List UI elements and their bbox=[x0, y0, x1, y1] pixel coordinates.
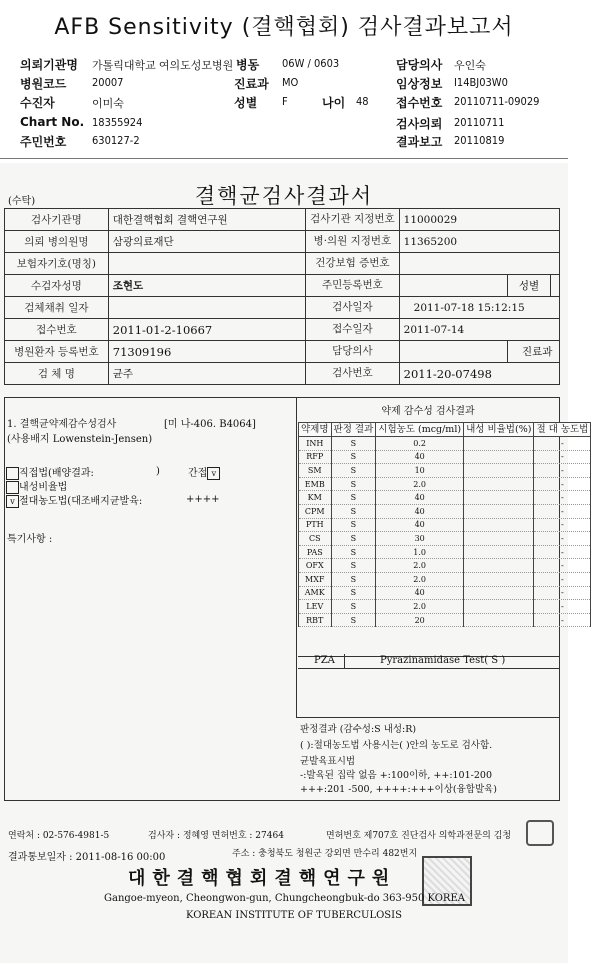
header-divider bbox=[0, 158, 568, 159]
field-value: 20110711 bbox=[454, 116, 505, 129]
cell-value: 71309196 bbox=[108, 341, 305, 363]
direct-label: 직접법(배양결과: bbox=[19, 468, 94, 479]
field-value: 우인숙 bbox=[454, 59, 486, 72]
drug-cell-drug: INH bbox=[299, 437, 332, 451]
method-code: [미 나-406. B4064] bbox=[164, 419, 256, 430]
field-value: 가톨릭대학교 여의도성모병원 bbox=[92, 59, 234, 72]
drug-cell-drug: AMK bbox=[299, 586, 332, 600]
drug-cell-ratio bbox=[464, 437, 534, 451]
drug-cell-drug: PAS bbox=[299, 545, 332, 559]
special-notes-label: 특기사항 : bbox=[7, 534, 53, 545]
footer-tel: 연락처 : 02-576-4981-5 bbox=[8, 831, 110, 841]
drug-cell-result: S bbox=[331, 572, 376, 586]
drug-cell-abs: - bbox=[534, 545, 591, 559]
drug-cell-conc: 40 bbox=[376, 518, 464, 532]
field-label: 병원코드 bbox=[20, 77, 67, 91]
direct-close-paren: ) bbox=[156, 466, 160, 477]
field-label: 결과보고 bbox=[396, 135, 443, 149]
indirect-row bbox=[188, 464, 220, 480]
footer-license: 면허번호 제707호 진단검사 의학과전문의 김청 bbox=[326, 831, 512, 841]
drug-cell-ratio bbox=[464, 504, 534, 518]
column-divider bbox=[296, 397, 297, 717]
drug-row bbox=[299, 491, 591, 505]
patient-info-table bbox=[4, 208, 560, 385]
pza-value: Pyrazinamidase Test( S ) bbox=[380, 655, 506, 666]
cell-label: 수검자성명 bbox=[5, 275, 109, 297]
field-value: 20110711-09029 bbox=[454, 95, 540, 108]
drug-row bbox=[299, 450, 591, 464]
drug-cell-result: S bbox=[331, 477, 376, 491]
field-label: 의뢰기관명 bbox=[20, 58, 78, 72]
field-value: I14BJ03W0 bbox=[454, 76, 508, 89]
legend-line: 판정결과 (감수성:S 내성:R) bbox=[300, 724, 417, 735]
drug-header: 판정 결과 bbox=[331, 423, 376, 437]
footer-notify: 결과통보일자 : 2011-08-16 00:00 bbox=[8, 852, 166, 863]
drug-cell-abs: - bbox=[534, 586, 591, 600]
drug-cell-result: S bbox=[331, 518, 376, 532]
drug-cell-ratio bbox=[464, 545, 534, 559]
drug-cell-conc: 10 bbox=[376, 464, 464, 478]
cell-label: 검 체 명 bbox=[5, 363, 109, 385]
cell-value: 삼광의료재단 bbox=[108, 231, 305, 253]
drug-cell-abs: - bbox=[534, 437, 591, 451]
age-label: 나이 bbox=[322, 96, 346, 110]
cell-label: 의뢰 병의원명 bbox=[5, 231, 109, 253]
drug-cell-result: S bbox=[331, 613, 376, 627]
drug-cell-result: S bbox=[331, 491, 376, 505]
indirect-label: 간접 bbox=[188, 468, 208, 479]
drug-table bbox=[298, 422, 591, 627]
growth-value: ++++ bbox=[186, 494, 220, 505]
field-label: Chart No. bbox=[20, 115, 85, 129]
drug-cell-result: S bbox=[331, 504, 376, 518]
drug-cell-ratio bbox=[464, 613, 534, 627]
cell-value bbox=[108, 297, 305, 319]
drug-cell-abs: - bbox=[534, 518, 591, 532]
footer-address-kr: 주소 : 충청북도 청원군 강외면 만수리 482번지 bbox=[232, 849, 418, 859]
small-seal-icon bbox=[526, 820, 554, 846]
cell-label: 검사일자 bbox=[306, 297, 399, 319]
drug-cell-conc: 40 bbox=[376, 504, 464, 518]
drug-cell-drug: EMB bbox=[299, 477, 332, 491]
cell-value: 조현도 bbox=[108, 275, 305, 297]
drug-cell-conc: 40 bbox=[376, 491, 464, 505]
drug-cell-conc: 0.2 bbox=[376, 437, 464, 451]
drug-row bbox=[299, 600, 591, 614]
drug-header: 절 대 농도법 bbox=[534, 423, 591, 437]
drug-cell-ratio bbox=[464, 572, 534, 586]
indirect-checkbox[interactable]: v bbox=[207, 467, 220, 480]
drug-cell-drug: RBT bbox=[299, 613, 332, 627]
drug-cell-conc: 2.0 bbox=[376, 572, 464, 586]
absolute-label: 절대농도법(대조배지균발육: bbox=[19, 496, 143, 507]
cell-value: 2011-01-2-10667 bbox=[108, 319, 305, 341]
drug-row bbox=[299, 613, 591, 627]
legend-line: -:발육된 집락 없음 +:100이하, ++:101-200 bbox=[300, 770, 492, 781]
cell-value: 2011-07-14 bbox=[399, 319, 559, 341]
report-title: AFB Sensitivity (결핵협회) 검사결과보고서 bbox=[54, 15, 514, 40]
pza-cell-divider bbox=[344, 654, 345, 668]
field-label: 주민번호 bbox=[20, 135, 67, 149]
cell-value: 11365200 bbox=[399, 231, 559, 253]
drug-cell-conc: 40 bbox=[376, 450, 464, 464]
drug-table-body bbox=[299, 437, 591, 627]
cell-label: 주민등록번호 bbox=[306, 275, 399, 297]
field-label: 수진자 bbox=[20, 96, 55, 110]
cell-label: 접수일자 bbox=[306, 319, 399, 341]
method-heading: 1. 결핵균약제감수성검사 bbox=[7, 419, 117, 430]
cell-value bbox=[399, 341, 507, 363]
method-medium: (사용배지 Lowenstein-Jensen) bbox=[7, 434, 153, 445]
drug-row bbox=[299, 518, 591, 532]
footer-org-en: KOREAN INSTITUTE OF TUBERCULOSIS bbox=[186, 910, 402, 921]
cell-value: 2011-20-07498 bbox=[399, 363, 559, 385]
drug-cell-abs: - bbox=[534, 491, 591, 505]
drug-cell-result: S bbox=[331, 586, 376, 600]
drug-cell-conc: 30 bbox=[376, 532, 464, 546]
field-label: 담당의사 bbox=[396, 58, 443, 72]
drug-row bbox=[299, 559, 591, 573]
drug-cell-drug: PTH bbox=[299, 518, 332, 532]
cell-value: 11000029 bbox=[399, 209, 559, 231]
drug-cell-result: S bbox=[331, 437, 376, 451]
pza-label: PZA bbox=[314, 655, 335, 666]
cell-value bbox=[108, 253, 305, 275]
field-value: 20007 bbox=[92, 76, 124, 89]
cell-label: 검체채취 일자 bbox=[5, 297, 109, 319]
cell-label: 검사기관명 bbox=[5, 209, 109, 231]
drug-row bbox=[299, 532, 591, 546]
legend-line: 균발육표시법 bbox=[300, 756, 356, 767]
cell-value bbox=[399, 253, 559, 275]
pza-bottom-divider bbox=[298, 668, 559, 669]
field-label: 접수번호 bbox=[396, 96, 443, 110]
footer-examiner: 검사자 : 정혜영 면허번호 : 27464 bbox=[148, 831, 284, 841]
legend-line: +++:201 -500, ++++:+++이상(융합발육) bbox=[300, 784, 498, 795]
cell-value: 2011-07-18 15:12:15 bbox=[399, 297, 559, 319]
cell-label: 병·의원 지정번호 bbox=[306, 231, 399, 253]
drug-cell-conc: 20 bbox=[376, 613, 464, 627]
cell-label: 건강보험 증번호 bbox=[306, 253, 399, 275]
ward-label: 병동 bbox=[236, 58, 260, 72]
drug-cell-conc: 1.0 bbox=[376, 545, 464, 559]
drug-cell-result: S bbox=[331, 545, 376, 559]
cell-label: 보험자기호(명칭) bbox=[5, 253, 109, 275]
cell-label: 검사기관 지정번호 bbox=[306, 209, 399, 231]
field-value: 20110819 bbox=[454, 134, 505, 147]
drug-cell-ratio bbox=[464, 518, 534, 532]
drug-cell-result: S bbox=[331, 559, 376, 573]
field-value: 이미숙 bbox=[92, 97, 124, 110]
absolute-row bbox=[6, 492, 142, 508]
drug-cell-drug: KM bbox=[299, 491, 332, 505]
drug-cell-abs: - bbox=[534, 613, 591, 627]
dept-value: MO bbox=[282, 76, 299, 89]
legend-line: ( ):절대농도법 사용시는( )안의 농도로 검사함. bbox=[300, 740, 493, 751]
drug-cell-result: S bbox=[331, 600, 376, 614]
form-title: 결핵균검사결과서 bbox=[194, 184, 374, 208]
cell-label: 진료과 bbox=[507, 341, 559, 363]
field-value: 630127-2 bbox=[92, 134, 140, 147]
drug-cell-result: S bbox=[331, 450, 376, 464]
cell-value: 균주 bbox=[108, 363, 305, 385]
ratio-label: 내성비율법 bbox=[19, 482, 68, 493]
drug-cell-drug: MXF bbox=[299, 572, 332, 586]
dept-label: 진료과 bbox=[234, 77, 269, 91]
drug-cell-drug: SM bbox=[299, 464, 332, 478]
drug-cell-ratio bbox=[464, 559, 534, 573]
drug-cell-result: S bbox=[331, 532, 376, 546]
drug-cell-abs: - bbox=[534, 477, 591, 491]
cell-label: 담당의사 bbox=[306, 341, 399, 363]
drug-cell-ratio bbox=[464, 586, 534, 600]
drug-cell-ratio bbox=[464, 491, 534, 505]
drug-cell-ratio bbox=[464, 477, 534, 491]
sex-label: 성별 bbox=[234, 96, 258, 110]
drug-row bbox=[299, 437, 591, 451]
drug-row bbox=[299, 504, 591, 518]
cell-label: 성별 bbox=[507, 275, 550, 297]
drug-header: 시험농도 (mcg/ml) bbox=[376, 423, 464, 437]
cell-label: 접수번호 bbox=[5, 319, 109, 341]
drug-cell-abs: - bbox=[534, 464, 591, 478]
field-label: 임상정보 bbox=[396, 77, 443, 91]
absolute-checkbox[interactable]: v bbox=[6, 495, 19, 508]
drug-cell-ratio bbox=[464, 532, 534, 546]
cell-label: 병원환자 등록번호 bbox=[5, 341, 109, 363]
drug-cell-drug: CPM bbox=[299, 504, 332, 518]
cell-value bbox=[399, 275, 507, 297]
drug-cell-conc: 2.0 bbox=[376, 559, 464, 573]
drug-cell-abs: - bbox=[534, 559, 591, 573]
drug-cell-drug: OFX bbox=[299, 559, 332, 573]
legend-divider bbox=[296, 717, 560, 718]
drug-row bbox=[299, 545, 591, 559]
cell-value: 대한결핵협회 결핵연구원 bbox=[108, 209, 305, 231]
drug-cell-result: S bbox=[331, 464, 376, 478]
drug-cell-ratio bbox=[464, 464, 534, 478]
drug-cell-conc: 40 bbox=[376, 586, 464, 600]
drug-cell-abs: - bbox=[534, 572, 591, 586]
drug-header: 내성 비율법(%) bbox=[464, 423, 534, 437]
drug-cell-conc: 2.0 bbox=[376, 477, 464, 491]
cell-label: 검사번호 bbox=[306, 363, 399, 385]
drug-cell-ratio bbox=[464, 450, 534, 464]
age-value: 48 bbox=[356, 95, 369, 108]
drug-cell-abs: - bbox=[534, 600, 591, 614]
sex-value: F bbox=[282, 95, 288, 108]
footer-org-kr: 대한결핵협회결핵연구원 bbox=[128, 868, 397, 889]
drug-row bbox=[299, 477, 591, 491]
drug-cell-drug: LEV bbox=[299, 600, 332, 614]
drug-cell-drug: CS bbox=[299, 532, 332, 546]
drug-row bbox=[299, 572, 591, 586]
drug-table-title: 약제 감수성 검사결과 bbox=[381, 406, 475, 417]
drug-cell-drug: RFP bbox=[299, 450, 332, 464]
ward-value: 06W / 0603 bbox=[282, 57, 340, 70]
drug-row bbox=[299, 586, 591, 600]
field-label: 검사의뢰 bbox=[396, 117, 443, 131]
drug-header: 약제명 bbox=[299, 423, 332, 437]
receipt-tag: (수탁) bbox=[8, 196, 36, 207]
footer-address-en: Gangoe-myeon, Cheongwon-gun, Chungcheongbuk-do 363-950 KOREA bbox=[104, 893, 465, 904]
drug-cell-ratio bbox=[464, 600, 534, 614]
cell-value bbox=[551, 275, 560, 297]
drug-cell-abs: - bbox=[534, 532, 591, 546]
drug-cell-abs: - bbox=[534, 450, 591, 464]
drug-cell-conc: 2.0 bbox=[376, 600, 464, 614]
drug-cell-abs: - bbox=[534, 504, 591, 518]
drug-row bbox=[299, 464, 591, 478]
field-value: 18355924 bbox=[92, 116, 143, 129]
